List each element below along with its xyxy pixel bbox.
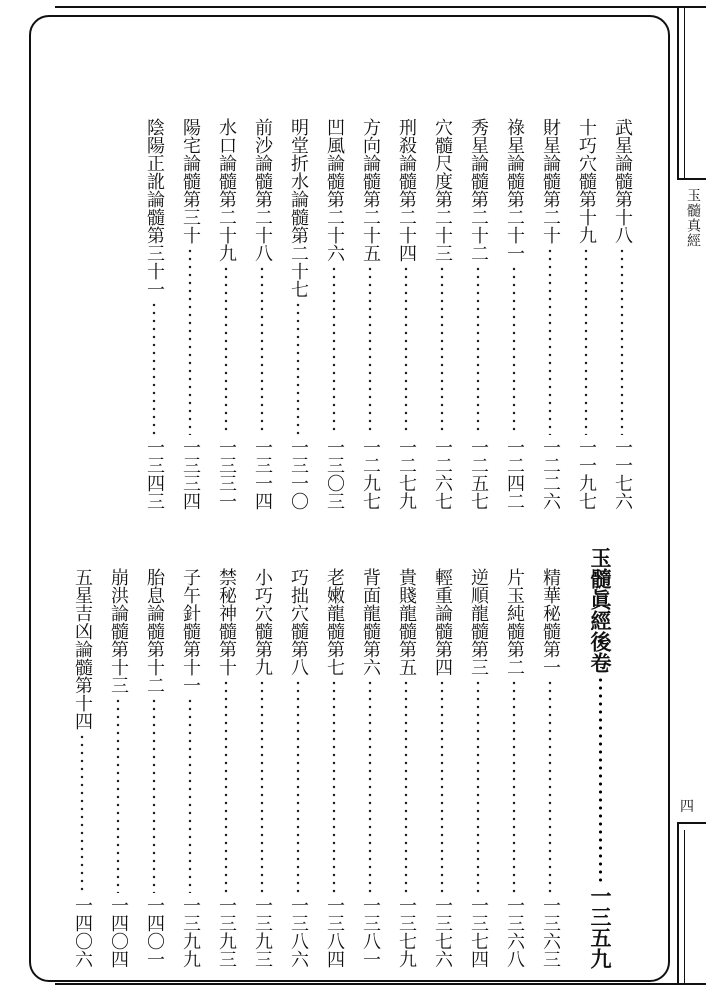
leader-dots: [217, 679, 235, 893]
leader-dots: [505, 265, 523, 435]
toc-entry-title: 子午針髓第十一: [180, 568, 201, 694]
bottom-rule: [55, 983, 706, 985]
toc-entry-page: 一三六八: [504, 896, 525, 968]
toc-entry-page: 一二五七: [468, 438, 489, 510]
toc-entry-title: 明堂折水論髓第二十七: [288, 118, 309, 298]
toc-entry-lower[interactable]: [433, 568, 451, 968]
toc-entry-lower[interactable]: [325, 568, 343, 968]
right-rule-upper-inner: [684, 8, 685, 178]
toc-entry-title: 財星論髓第二十: [540, 118, 561, 244]
toc-entry-page: 一三三一: [216, 438, 237, 510]
toc-entry-page: 一四〇四: [108, 896, 129, 968]
leader-dots: [253, 679, 271, 893]
leader-dots: [145, 697, 163, 893]
leader-dots: [397, 265, 415, 435]
toc-entry-title: 刑殺論髓第二十四: [396, 118, 417, 262]
leader-dots: [217, 265, 235, 435]
leader-dots: [253, 265, 271, 435]
leader-dots: [541, 679, 559, 893]
toc-entry-lower[interactable]: [505, 568, 523, 968]
toc-entry-page: 一三七四: [468, 896, 489, 968]
toc-entry-page: 一一七六: [612, 438, 633, 510]
toc-entry-upper[interactable]: [541, 118, 559, 510]
toc-entry-title: 凹風論髓第二十六: [324, 118, 345, 262]
toc-entry-title: 水口論髓第二十九: [216, 118, 237, 262]
toc-entry-title: 十巧穴髓第十九: [576, 118, 597, 244]
toc-entry-page: 一三九三: [252, 896, 273, 968]
toc-entry-upper[interactable]: [613, 118, 631, 510]
toc-entry-page: 一三三四: [180, 438, 201, 510]
toc-entry-lower[interactable]: [181, 568, 199, 968]
toc-entry-lower[interactable]: [397, 568, 415, 968]
toc-entry-upper[interactable]: [325, 118, 343, 510]
toc-entry-upper[interactable]: [217, 118, 235, 510]
leader-dots: [397, 679, 415, 893]
toc-entry-lower[interactable]: [145, 568, 163, 968]
toc-entry-title: 禁秘神髓第十: [216, 568, 237, 676]
toc-entry-upper[interactable]: [253, 118, 271, 510]
toc-entry-title: 小巧穴髓第九: [252, 568, 273, 676]
toc-entry-title: 陰陽正訛論髓第三十一: [144, 118, 165, 298]
toc-entry-page: 一三六三: [540, 896, 561, 968]
toc-entry-page: 一二九七: [360, 438, 381, 510]
spine-book-title: 玉髓真經: [685, 188, 701, 248]
toc-entry-page: 一四〇六: [72, 896, 93, 968]
toc-entry-title: 穴髓尺度第二十三: [432, 118, 453, 262]
right-rule-upper-cap: [677, 178, 706, 180]
toc-entry-upper[interactable]: [469, 118, 487, 510]
toc-entry-title: 崩洪論髓第十三: [108, 568, 129, 694]
toc-entry-page: 一三八一: [360, 896, 381, 968]
toc-entry-title: 貴賤龍髓第五: [396, 568, 417, 676]
toc-entry-page: 一二六七: [432, 438, 453, 510]
toc-entry-title: 武星論髓第十八: [612, 118, 633, 244]
toc-entry-page: 一二四二: [504, 438, 525, 510]
toc-entry-title: 輕重論髓第四: [432, 568, 453, 676]
toc-entry-page: 一三九三: [216, 896, 237, 968]
toc-entry-upper[interactable]: [577, 118, 595, 510]
leader-dots: [181, 697, 199, 893]
leader-dots: [577, 247, 595, 435]
toc-entry-title: 逆順龍髓第三: [468, 568, 489, 676]
leader-dots: [613, 247, 631, 435]
toc-entry-page: 一三一〇: [288, 438, 309, 510]
toc-entry-page: 一二七九: [396, 438, 417, 510]
toc-entry-lower[interactable]: [217, 568, 235, 968]
toc-entry-page: 一三〇三: [324, 438, 345, 510]
toc-entry-upper[interactable]: [181, 118, 199, 510]
leader-dots: [433, 265, 451, 435]
leader-dots: [541, 247, 559, 435]
toc-entry-page: 一二二六: [540, 438, 561, 510]
toc-entry-page: 一一九七: [576, 438, 597, 510]
toc-entry-upper[interactable]: [145, 118, 163, 510]
toc-entry-title: 方向論髓第二十五: [360, 118, 381, 262]
toc-section-title: 玉髓眞經後卷: [588, 547, 613, 673]
toc-entry-lower[interactable]: [109, 568, 127, 968]
toc-entry-title: 祿星論髓第二十一: [504, 118, 525, 262]
right-rule-lower-inner: [684, 830, 685, 985]
toc-section-heading[interactable]: [590, 547, 611, 969]
toc-entry-upper[interactable]: [361, 118, 379, 510]
leader-dots: [505, 679, 523, 893]
leader-dots: [361, 265, 379, 435]
leader-dots: [181, 247, 199, 435]
leader-dots: [325, 265, 343, 435]
toc-entry-page: 一三四三: [144, 438, 165, 510]
toc-entry-title: 五星吉凶論髓第十四: [72, 568, 93, 730]
toc-entry-lower[interactable]: [541, 568, 559, 968]
toc-entry-page: 一三七九: [396, 896, 417, 968]
leader-dots: [145, 301, 163, 435]
right-rule-lower-outer: [677, 822, 679, 985]
toc-entry-title: 巧拙穴髓第八: [288, 568, 309, 676]
leader-dots: [361, 679, 379, 893]
toc-entry-title: 陽宅論髓第三十: [180, 118, 201, 244]
right-rule-lower-cap: [677, 822, 706, 824]
leader-dots: [73, 733, 91, 893]
leader-dots: [433, 679, 451, 893]
toc-entry-title: 片玉純髓第二: [504, 568, 525, 676]
leader-dots: [289, 679, 307, 893]
leader-dots: [109, 697, 127, 893]
right-rule-upper-outer: [677, 8, 679, 178]
toc-entry-upper[interactable]: [505, 118, 523, 510]
toc-entry-lower[interactable]: [73, 568, 91, 968]
toc-entry-title: 秀星論髓第二十二: [468, 118, 489, 262]
toc-entry-page: 一三八四: [324, 896, 345, 968]
toc-entry-page: 一三八六: [288, 896, 309, 968]
toc-entry-title: 老嫩龍髓第七: [324, 568, 345, 676]
spine-page-number: 四: [680, 799, 694, 815]
leader-dots: [289, 301, 307, 435]
toc-entry-upper[interactable]: [289, 118, 307, 510]
leader-dots: [325, 679, 343, 893]
toc-entry-page: 一三九九: [180, 896, 201, 968]
toc-entry-page: 一四〇一: [144, 896, 165, 968]
toc-entry-page: 一三七六: [432, 896, 453, 968]
toc-entry-lower[interactable]: [289, 568, 307, 968]
leader-dots: [590, 676, 611, 882]
toc-entry-upper[interactable]: [433, 118, 451, 510]
toc-entry-lower[interactable]: [469, 568, 487, 968]
toc-entry-page: 一三一四: [252, 438, 273, 510]
toc-entry-lower[interactable]: [361, 568, 379, 968]
toc-entry-lower[interactable]: [253, 568, 271, 968]
leader-dots: [469, 265, 487, 435]
top-rule: [55, 6, 706, 8]
toc-section-page: 一三五九: [588, 885, 613, 969]
toc-entry-title: 胎息論髓第十二: [144, 568, 165, 694]
leader-dots: [469, 679, 487, 893]
toc-entry-upper[interactable]: [397, 118, 415, 510]
toc-entry-title: 精華秘髓第一: [540, 568, 561, 676]
toc-entry-title: 前沙論髓第二十八: [252, 118, 273, 262]
toc-entry-title: 背面龍髓第六: [360, 568, 381, 676]
